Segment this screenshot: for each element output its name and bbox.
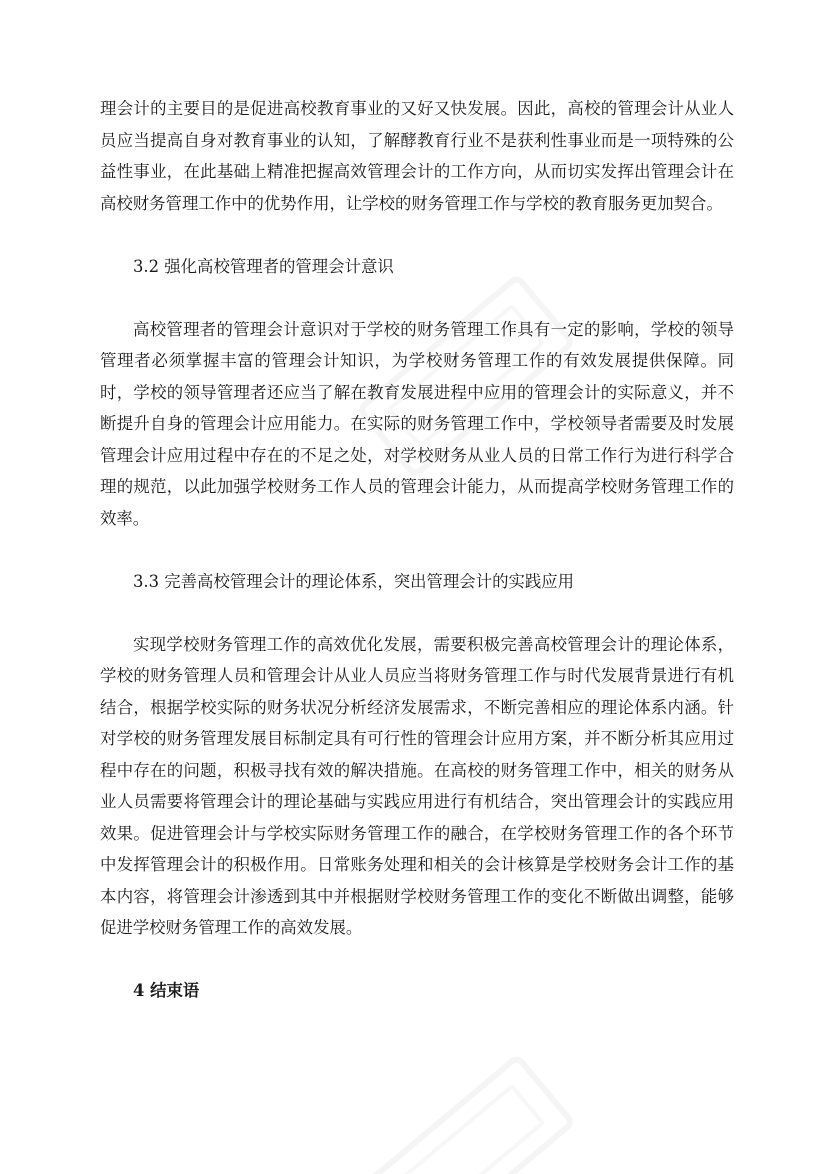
paragraph-theory-system: 实现学校财务管理工作的高效优化发展，需要积极完善高校管理会计的理论体系，学校的财务管理人员和管理会计从业人员应当将财务管理工作与时代发展背景进行有机结合，根据学校实际的财务状况分析经济发展需求，不断完善相应的理论体系内涵。针对学校的财务管理发展目标制定具有可行性的管理会计应用方案，并不断分析其应用过程中存在的问题，积极寻找有效的解决措施。在高校的财务管理工作中，相关的财务从业人员需要将管理会计的理论基础与实践应用进行有机结合，突出管理会计的实践应用效果。促进管理会计与学校实际财务管理工作的融合，在学校财务管理工作的各个环节中发挥管理会计的积极作用。日常账务处理和相关的会计核算是学校财务会计工作的基本内容，将管理会计渗透到其中并根据财学校财务管理工作的变化不断做出调整，能够促进学校财务管理工作的高效发展。: [100, 634, 734, 937]
spacer: [100, 219, 734, 251]
paragraph-continuation: 理会计的主要目的是促进高校教育事业的又好又快发展。因此，高校的管理会计从业人员应当提高自身对教育事业的认知，了解酵教育行业不是获利性事业而是一项特殊的公益性事业，在此基础上精准把握高效管理会计的工作方向，从而切实发挥出管理会计在高校财务管理工作中的优势作用，让学校的财务管理工作与学校的教育服务更加契合。: [100, 99, 734, 213]
spacer: [100, 597, 734, 629]
spacer: [100, 944, 734, 976]
paragraph-manager-awareness: 高校管理者的管理会计意识对于学校的财务管理工作具有一定的影响，学校的领导管理者必须掌握丰富的管理会计知识，为学校财务管理工作的有效发展提供保障。同时，学校的领导管理者还应当了解在教育发展进程中应用的管理会计的实际意义，并不断提升自身的管理会计应用能力。在实际的财务管理工作中，学校领导者需要及时发展管理会计应用过程中存在的不足之处，对学校财务从业人员的日常工作行为进行科学合理的规范，以此加强学校财务工作人员的管理会计能力，从而提高学校财务管理工作的效率。: [100, 319, 734, 528]
spacer: [100, 534, 734, 566]
section-heading-3-2: 3.2 强化高校管理者的管理会计意识: [133, 256, 394, 276]
document-body: [100, 93, 734, 1007]
watermark-stamp: [355, 1053, 577, 1174]
spacer: [100, 282, 734, 314]
section-heading-3-3: 3.3 完善高校管理会计的理论体系，突出管理会计的实践应用: [133, 571, 575, 591]
section-heading-4: 4 结束语: [133, 981, 200, 1000]
